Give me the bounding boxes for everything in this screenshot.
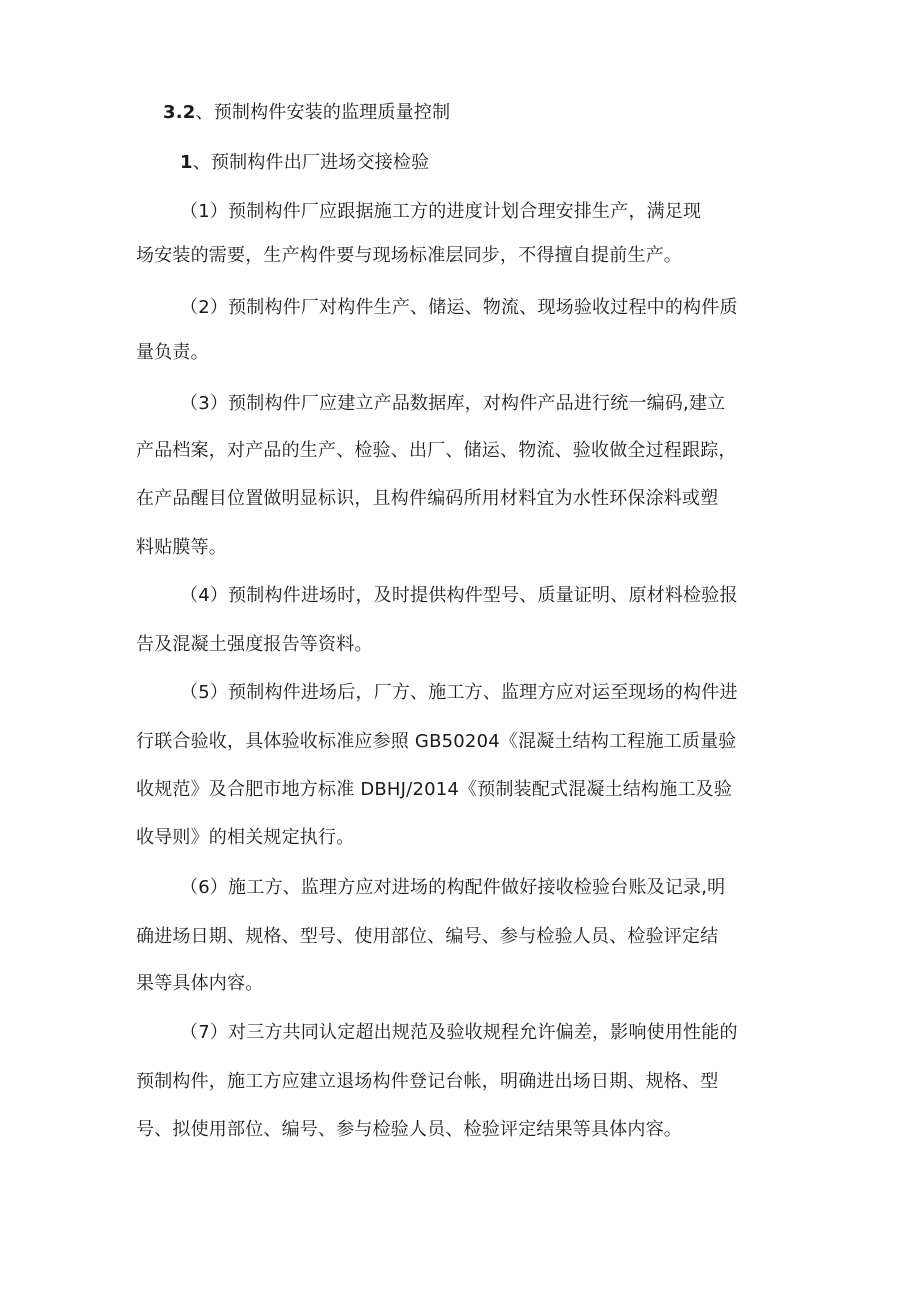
paragraph-line: 产品档案，对产品的生产、检验、出厂、储运、物流、验收做全过程跟踪， (136, 440, 737, 461)
section-number: 3.2 (163, 102, 196, 123)
subsection-number: 1 (180, 152, 193, 173)
paragraph-line: （6）施工方、监理方应对进场的构配件做好接收检验台账及记录,明 (180, 877, 726, 898)
paragraph-line: 场安装的需要，生产构件要与现场标准层同步，不得擅自提前生产。 (136, 245, 682, 266)
section-heading (163, 101, 450, 125)
paragraph-line: （7）对三方共同认定超出规范及验收规程允许偏差，影响使用性能的 (180, 1022, 738, 1043)
paragraph-line: （2）预制构件厂对构件生产、储运、物流、现场验收过程中的构件质 (180, 297, 738, 318)
paragraph-line: 果等具体内容。 (136, 973, 264, 994)
subsection-title: 、预制构件出厂进场交接检验 (192, 152, 430, 173)
paragraph-line: 量负责。 (136, 342, 209, 363)
paragraph-line: 收规范》及合肥市地方标准 DBHJ/2014《预制装配式混凝土结构施工及验 (136, 779, 733, 800)
paragraph-line: 在产品醒目位置做明显标识，且构件编码所用材料宜为水性环保涂料或塑 (136, 488, 719, 509)
paragraph-line: 号、拟使用部位、编号、参与检验人员、检验评定结果等具体内容。 (136, 1119, 682, 1140)
paragraph-line: 告及混凝土强度报告等资料。 (136, 634, 373, 655)
paragraph-line: 行联合验收，具体验收标准应参照 GB50204《混凝土结构工程施工质量验 (136, 731, 737, 752)
paragraph-line: （3）预制构件厂应建立产品数据库，对构件产品进行统一编码,建立 (180, 393, 726, 414)
section-title: 、预制构件安装的监理质量控制 (195, 102, 451, 123)
paragraph-line: 预制构件，施工方应建立退场构件登记台帐，明确进出场日期、规格、型 (136, 1071, 719, 1092)
paragraph-line: （1）预制构件厂应跟据施工方的进度计划合理安排生产，满足现 (180, 201, 702, 222)
paragraph-line: 确进场日期、规格、型号、使用部位、编号、参与检验人员、检验评定结 (136, 926, 719, 947)
paragraph-line: （4）预制构件进场时，及时提供构件型号、质量证明、原材料检验报 (180, 585, 738, 606)
paragraph-line: （5）预制构件进场后，厂方、施工方、监理方应对运至现场的构件进 (180, 682, 738, 703)
paragraph-line: 收导则》的相关规定执行。 (136, 827, 355, 848)
paragraph-line: 料贴膜等。 (136, 537, 227, 558)
subsection-heading (180, 151, 429, 175)
